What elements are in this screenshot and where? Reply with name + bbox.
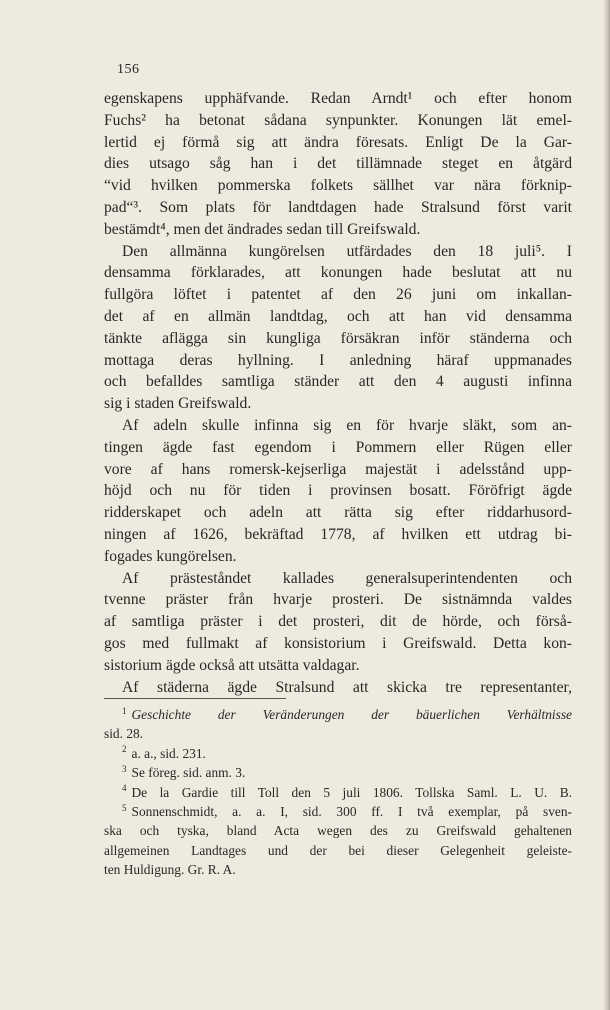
- footnote-line: $^4$ De la Gardie till Toll den 5 juli 1806. Tollska Saml. L. U. B.: [122, 783, 572, 800]
- text-line: lertid ej förmå sig att ändra föresats. Enligt De la Gar-: [104, 133, 572, 151]
- text-line: tänkte aflägga sin kungliga försäkran inför ständerna och: [104, 329, 572, 347]
- footnote-line: $^5$ Sonnenschmidt, a. a. I, sid. 300 ff. I två exemplar, på sven-: [122, 802, 572, 820]
- text-line: det af en allmän landtdag, och att han vid densamma: [104, 307, 572, 325]
- text-line: höjd och nu för tiden i provinsen bosatt. Föröfrigt ägde: [104, 482, 572, 500]
- footnote-line: $^1$ Geschichte der Veränderungen der bäuerlichen Verhältnisse: [122, 705, 572, 722]
- text-line: tvenne präster från hvarje prosteri. De sistnämnda valdes: [104, 591, 572, 609]
- body-text: [104, 88, 572, 698]
- text-line: ridderskapet och adeln att rätta sig efter riddarhusord-: [104, 504, 572, 522]
- footnote-line: allgemeinen Landtages und der bei dieser Gelegenheit geleiste-: [104, 842, 572, 858]
- footnote-rule: [104, 698, 286, 699]
- text-line: mottaga deras hyllning. I anledning häraf uppmanades: [104, 351, 572, 369]
- text-line: och befalldes samtliga ständer att den 4 augusti infinna: [104, 373, 572, 391]
- text-line: tingen ägde fast egendom i Pommern eller Rügen eller: [104, 438, 572, 456]
- text-line: af samtliga präster i det prosteri, dit de hörde, och förså-: [104, 613, 572, 631]
- text-line: sistorium ägde också att utsätta valdagar.: [104, 656, 360, 674]
- text-line: Fuchs² ha betonat sådana synpunkter. Konungen lät emel-: [104, 111, 572, 129]
- text-line: sig i staden Greifswald.: [104, 395, 252, 413]
- text-line: “vid hvilken pommerska folkets sällhet var nära förknip-: [104, 177, 572, 195]
- footnotes: [104, 705, 572, 880]
- footnote-line: ska och tyska, bland Acta wegen des zu Greifswald gehaltenen: [104, 823, 572, 839]
- page-number: 156: [117, 62, 140, 77]
- footnote-line: sid. 28.: [104, 726, 144, 742]
- text-line: egenskapens upphäfvande. Redan Arndt¹ och efter honom: [104, 90, 572, 107]
- text-line: ningen af 1626, bekräftad 1778, af hvilken ett utdrag bi-: [104, 525, 572, 543]
- text-line: gos med fullmakt af konsistorium i Greifswald. Detta kon-: [104, 634, 572, 652]
- text-line: Den allmänna kungörelsen utfärdades den 18 juli⁵. I: [122, 242, 572, 260]
- text-line: vore af hans romersk-kejserliga majestät i adelsstånd upp-: [104, 460, 572, 478]
- text-line: dies utsago såg han i det tillämnade steget en åtgärd: [104, 155, 572, 173]
- text-line: Af prästeståndet kallades generalsuperintendenten och: [122, 569, 572, 587]
- text-line: fogades kungörelsen.: [104, 547, 237, 565]
- text-line: densamma förklarades, att konungen hade beslutat att nu: [104, 264, 572, 282]
- text-line: Af städerna ägde Stralsund att skicka tre representanter,: [122, 678, 572, 696]
- page-edge: [604, 0, 610, 1010]
- footnote-line: $^2$ a. a., sid. 231.: [122, 744, 206, 761]
- footnote-line: $^3$ Se föreg. sid. anm. 3.: [122, 763, 246, 781]
- text-line: pad“³. Som plats för landtdagen hade Stralsund först varit: [104, 198, 572, 216]
- text-line: Af adeln skulle infinna sig en för hvarje släkt, som an-: [122, 416, 572, 434]
- text-line: fullgöra löftet i patentet af den 26 juni om inkallan-: [104, 286, 572, 304]
- footnote-line: ten Huldigung. Gr. R. A.: [104, 862, 236, 878]
- text-line: bestämdt⁴, men det ändrades sedan till Greifswald.: [104, 220, 421, 238]
